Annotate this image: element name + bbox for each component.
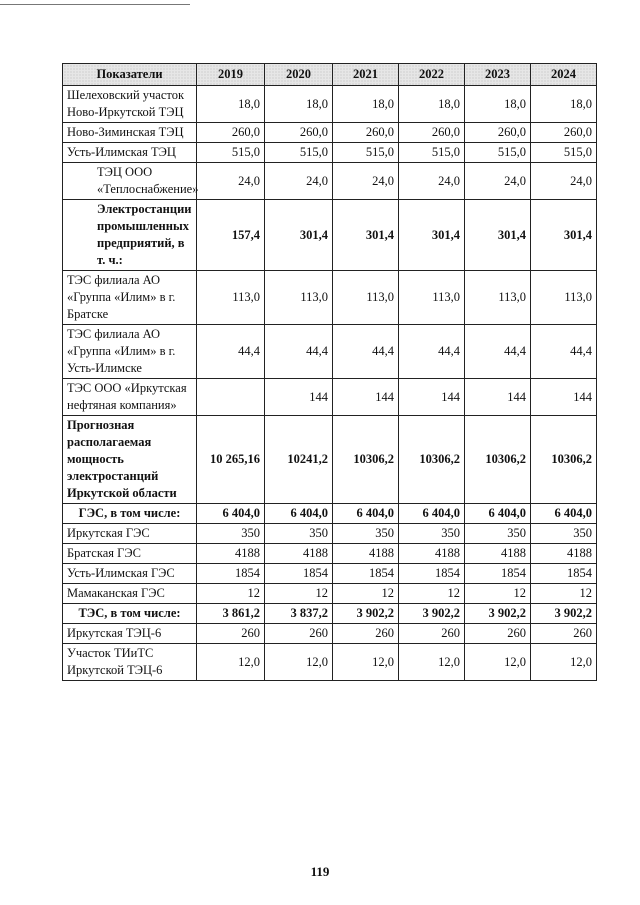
table-row [63, 544, 597, 564]
capacity-table [62, 63, 597, 681]
row-label: Электростанции промышленных предприятий, в т. ч.: [63, 200, 197, 271]
cell-value: 18,0 [531, 86, 597, 123]
cell-value: 1854 [333, 564, 399, 584]
cell-value: 24,0 [531, 163, 597, 200]
row-label: Иркутская ГЭС [63, 524, 197, 544]
cell-value: 515,0 [465, 143, 531, 163]
cell-value: 113,0 [265, 271, 333, 325]
cell-value: 4188 [197, 544, 265, 564]
cell-value: 12,0 [531, 644, 597, 681]
cell-value: 10306,2 [531, 416, 597, 504]
cell-value: 301,4 [265, 200, 333, 271]
row-label: Прогнозная располагаемая мощность электростанций Иркутской области [63, 416, 197, 504]
cell-value: 12,0 [197, 644, 265, 681]
cell-value: 10306,2 [465, 416, 531, 504]
table-row [63, 624, 597, 644]
cell-value: 24,0 [399, 163, 465, 200]
cell-value: 24,0 [333, 163, 399, 200]
cell-value: 301,4 [531, 200, 597, 271]
cell-value: 12 [399, 584, 465, 604]
cell-value: 6 404,0 [531, 504, 597, 524]
cell-value: 12 [531, 584, 597, 604]
cell-value: 260,0 [333, 123, 399, 143]
table-row [63, 271, 597, 325]
cell-value: 260 [399, 624, 465, 644]
cell-value: 3 902,2 [531, 604, 597, 624]
cell-value: 301,4 [333, 200, 399, 271]
page-number: 119 [310, 864, 330, 879]
header-year: 2023 [465, 64, 531, 86]
row-label: ГЭС, в том числе: [63, 504, 197, 524]
cell-value: 44,4 [399, 325, 465, 379]
cell-value: 260,0 [531, 123, 597, 143]
cell-value: 12,0 [465, 644, 531, 681]
table-row [63, 325, 597, 379]
cell-value: 6 404,0 [399, 504, 465, 524]
cell-value: 1854 [465, 564, 531, 584]
cell-value: 4188 [265, 544, 333, 564]
cell-value: 3 837,2 [265, 604, 333, 624]
cell-value [197, 379, 265, 416]
row-label: Ново-Зиминская ТЭЦ [63, 123, 197, 143]
cell-value: 260 [197, 624, 265, 644]
cell-value: 18,0 [465, 86, 531, 123]
cell-value: 1854 [399, 564, 465, 584]
header-row [63, 64, 597, 86]
cell-value: 144 [399, 379, 465, 416]
header-indicators: Показатели [63, 64, 197, 86]
cell-value: 24,0 [197, 163, 265, 200]
cell-value: 24,0 [265, 163, 333, 200]
header-year: 2020 [265, 64, 333, 86]
cell-value: 350 [531, 524, 597, 544]
cell-value: 144 [531, 379, 597, 416]
cell-value: 6 404,0 [465, 504, 531, 524]
cell-value: 12 [197, 584, 265, 604]
header-year: 2024 [531, 64, 597, 86]
cell-value: 350 [465, 524, 531, 544]
cell-value: 3 902,2 [399, 604, 465, 624]
cell-value: 301,4 [399, 200, 465, 271]
row-label: Участок ТИиТС Иркутской ТЭЦ-6 [63, 644, 197, 681]
cell-value: 1854 [531, 564, 597, 584]
cell-value: 515,0 [265, 143, 333, 163]
row-label: Иркутская ТЭЦ-6 [63, 624, 197, 644]
table-row [63, 604, 597, 624]
cell-value: 12,0 [399, 644, 465, 681]
table-row [63, 644, 597, 681]
cell-value: 44,4 [465, 325, 531, 379]
cell-value: 260,0 [197, 123, 265, 143]
row-label: Усть-Илимская ГЭС [63, 564, 197, 584]
cell-value: 260 [531, 624, 597, 644]
cell-value: 144 [333, 379, 399, 416]
row-label: ТЭС филиала АО «Группа «Илим» в г. Братске [63, 271, 197, 325]
row-label: Усть-Илимская ТЭЦ [63, 143, 197, 163]
cell-value: 515,0 [531, 143, 597, 163]
table-row [63, 143, 597, 163]
cell-value: 10306,2 [333, 416, 399, 504]
cell-value: 260 [265, 624, 333, 644]
table-row [63, 584, 597, 604]
cell-value: 1854 [265, 564, 333, 584]
row-label: ТЭЦ ООО «Теплоснабжение» [63, 163, 197, 200]
table-row [63, 416, 597, 504]
row-label: ТЭС ООО «Иркутская нефтяная компания» [63, 379, 197, 416]
row-label: Шелеховский участок Ново-Иркутской ТЭЦ [63, 86, 197, 123]
cell-value: 4188 [465, 544, 531, 564]
cell-value: 3 902,2 [333, 604, 399, 624]
cell-value: 12 [265, 584, 333, 604]
cell-value: 6 404,0 [333, 504, 399, 524]
cell-value: 260 [333, 624, 399, 644]
cell-value: 4188 [333, 544, 399, 564]
cell-value: 301,4 [465, 200, 531, 271]
cell-value: 350 [399, 524, 465, 544]
cell-value: 260 [465, 624, 531, 644]
cell-value: 18,0 [265, 86, 333, 123]
header-year: 2022 [399, 64, 465, 86]
row-label: Мамаканская ГЭС [63, 584, 197, 604]
cell-value: 515,0 [197, 143, 265, 163]
cell-value: 113,0 [531, 271, 597, 325]
cell-value: 3 902,2 [465, 604, 531, 624]
cell-value: 113,0 [465, 271, 531, 325]
cell-value: 113,0 [399, 271, 465, 325]
cell-value: 3 861,2 [197, 604, 265, 624]
cell-value: 515,0 [333, 143, 399, 163]
table-row [63, 564, 597, 584]
cell-value: 10 265,16 [197, 416, 265, 504]
cell-value: 1854 [197, 564, 265, 584]
header-year: 2019 [197, 64, 265, 86]
row-label: ТЭС филиала АО «Группа «Илим» в г. Усть-Илимске [63, 325, 197, 379]
cell-value: 6 404,0 [197, 504, 265, 524]
cell-value: 44,4 [265, 325, 333, 379]
table-row [63, 379, 597, 416]
cell-value: 260,0 [465, 123, 531, 143]
cell-value: 350 [333, 524, 399, 544]
cell-value: 113,0 [197, 271, 265, 325]
table-row [63, 524, 597, 544]
cell-value: 157,4 [197, 200, 265, 271]
cell-value: 4188 [531, 544, 597, 564]
cell-value: 350 [265, 524, 333, 544]
cell-value: 44,4 [333, 325, 399, 379]
cell-value: 18,0 [333, 86, 399, 123]
cell-value: 350 [197, 524, 265, 544]
table-row [63, 504, 597, 524]
cell-value: 44,4 [197, 325, 265, 379]
cell-value: 515,0 [399, 143, 465, 163]
cell-value: 18,0 [399, 86, 465, 123]
cell-value: 18,0 [197, 86, 265, 123]
cell-value: 10306,2 [399, 416, 465, 504]
cell-value: 4188 [399, 544, 465, 564]
cell-value: 12,0 [265, 644, 333, 681]
cell-value: 12,0 [333, 644, 399, 681]
table-row [63, 86, 597, 123]
row-label: Братская ГЭС [63, 544, 197, 564]
cell-value: 12 [465, 584, 531, 604]
top-rule [0, 4, 190, 5]
table-row [63, 123, 597, 143]
cell-value: 12 [333, 584, 399, 604]
table-row [63, 163, 597, 200]
cell-value: 144 [465, 379, 531, 416]
header-year: 2021 [333, 64, 399, 86]
cell-value: 144 [265, 379, 333, 416]
cell-value: 10241,2 [265, 416, 333, 504]
cell-value: 260,0 [399, 123, 465, 143]
cell-value: 260,0 [265, 123, 333, 143]
cell-value: 44,4 [531, 325, 597, 379]
row-label: ТЭС, в том числе: [63, 604, 197, 624]
table-row [63, 200, 597, 271]
cell-value: 113,0 [333, 271, 399, 325]
cell-value: 24,0 [465, 163, 531, 200]
cell-value: 6 404,0 [265, 504, 333, 524]
